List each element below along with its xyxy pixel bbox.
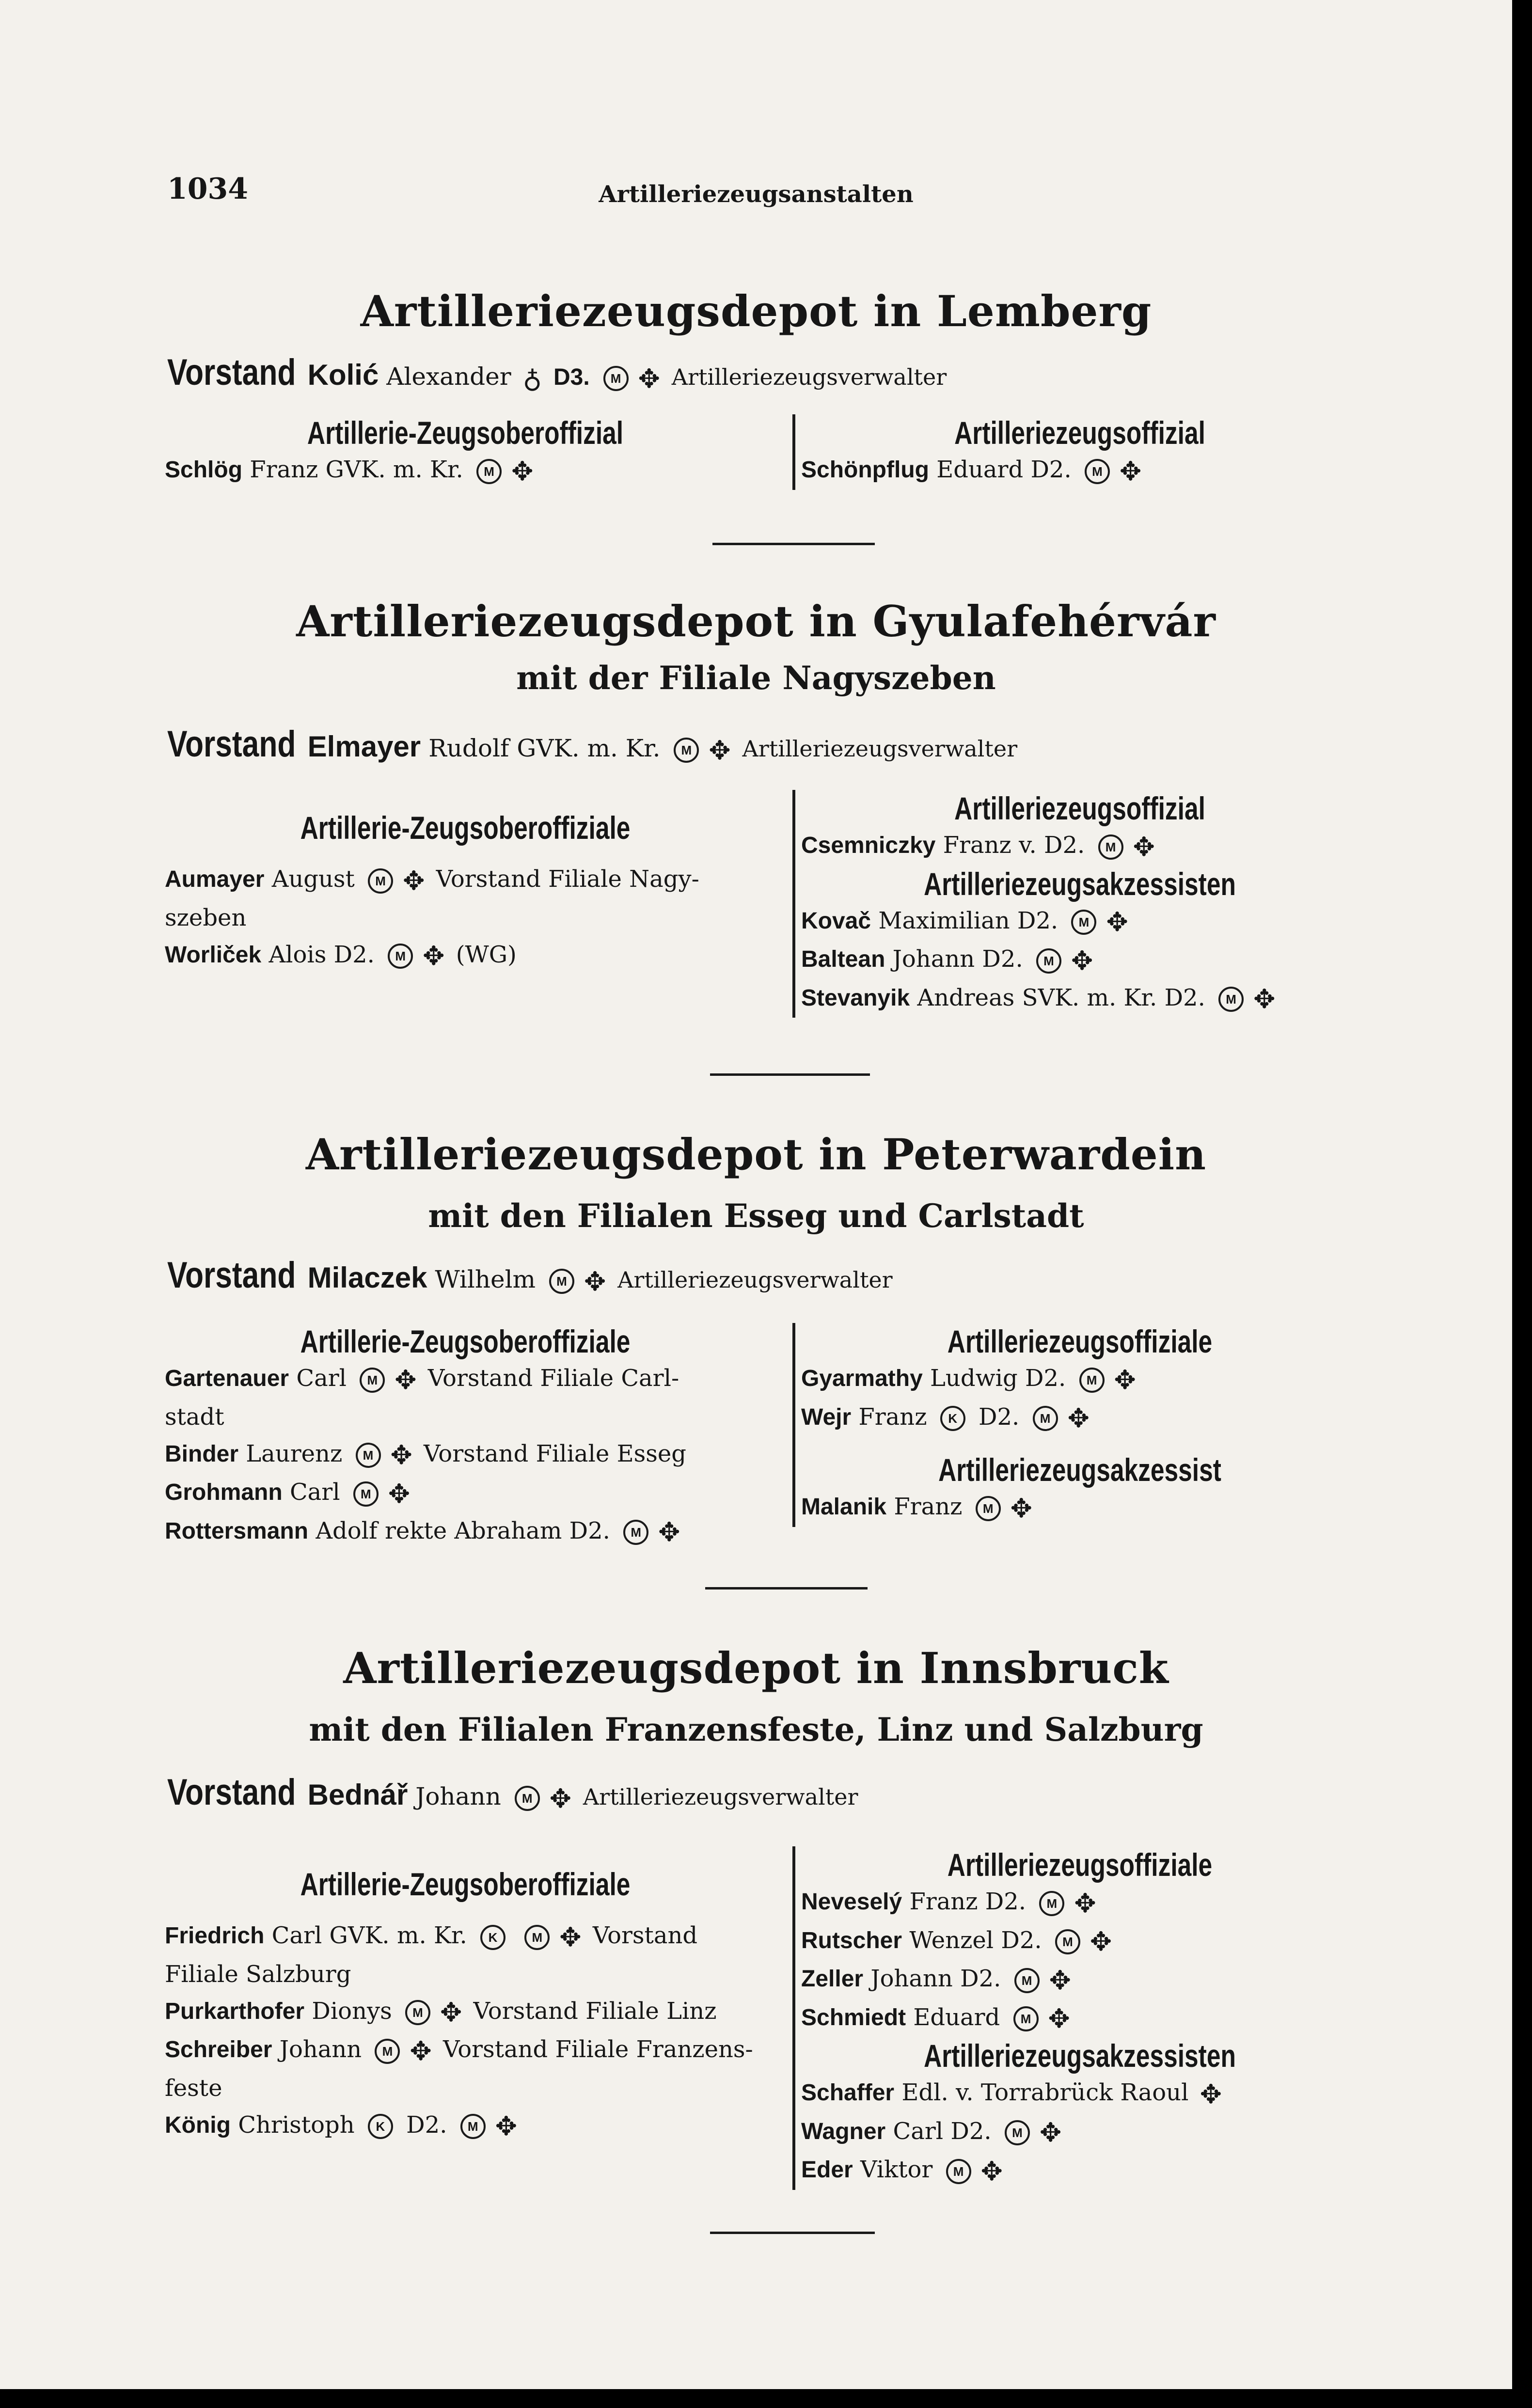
cross-icon: ✥ — [1106, 907, 1128, 937]
person-surname: Neveselý — [801, 1889, 902, 1915]
list-item — [165, 451, 766, 490]
person-role: Vorstand Filiale Linz — [473, 1997, 717, 2025]
column-heading: Artilleriezeugsoffizial — [954, 790, 1205, 826]
person-surname: Aumayer — [165, 866, 265, 892]
vorstand-label: Vorstand — [167, 1772, 296, 1813]
person-details: Johann — [279, 2036, 362, 2063]
order-m-icon: M — [1079, 1368, 1105, 1393]
list-item — [165, 1435, 766, 1474]
order-m-icon: M — [1033, 1406, 1058, 1431]
person-surname: Schmiedt — [801, 2004, 906, 2030]
list-item — [801, 1488, 1358, 1527]
column-heading: Artilleriezeugsoffiziale — [947, 1847, 1213, 1883]
person-surname: Friedrich — [165, 1923, 265, 1949]
person-role-cont: Filiale Salzburg — [165, 1960, 351, 1988]
vorstand-row — [167, 1771, 1464, 1814]
person-details: Franz — [894, 1493, 963, 1520]
order-m-icon: M — [524, 1925, 550, 1950]
cross-icon: ✥ — [1074, 1888, 1096, 1919]
person-surname: Schlög — [165, 457, 243, 483]
section-divider — [710, 1073, 870, 1076]
person-details: Wenzel D2. — [909, 1926, 1042, 1954]
list-item — [165, 1474, 766, 1512]
column-heading: Artilleriezeugsakzessisten — [924, 866, 1236, 902]
person-surname: Csemniczky — [801, 833, 936, 858]
person-surname: Kovač — [801, 908, 871, 934]
cross-icon: ✥ — [495, 2111, 517, 2141]
order-m-icon: M — [368, 868, 393, 894]
column-heading: Artilleriezeugsoffizial — [954, 415, 1205, 451]
list-item — [801, 979, 1358, 1018]
order-m-icon: M — [405, 2000, 430, 2025]
person-grade: D2. — [406, 2111, 447, 2139]
vorstand-role: Artilleriezeugsverwalter — [742, 736, 1018, 762]
person-surname: Rottersmann — [165, 1518, 309, 1544]
person-surname: König — [165, 2112, 231, 2138]
vorstand-name: Elmayer — [307, 730, 421, 763]
list-item — [165, 936, 766, 975]
cross-icon: ✥ — [388, 1478, 411, 1509]
list-item — [801, 451, 1358, 490]
vorstand-name: Milaczek — [307, 1261, 427, 1294]
page-number: 1034 — [167, 172, 248, 206]
left-column — [165, 1866, 766, 2145]
person-grade: D2. — [979, 1403, 1020, 1431]
vorstand-row — [167, 1254, 1464, 1297]
person-details: Laurenz — [246, 1440, 343, 1467]
person-surname: Gyarmathy — [801, 1366, 923, 1391]
cross-icon: ✥ — [1114, 1364, 1136, 1395]
vorstand-row — [167, 723, 1464, 766]
person-surname: Rutscher — [801, 1927, 902, 1953]
order-m-icon: M — [976, 1496, 1001, 1521]
person-details: Franz D2. — [909, 1888, 1027, 1915]
list-item — [165, 1512, 766, 1551]
person-details: Carl — [296, 1365, 347, 1392]
person-role: Vorstand — [592, 1922, 698, 1949]
vorstand-label: Vorstand — [167, 352, 296, 393]
section-subtitle: mit der Filiale Nagyszeben — [516, 659, 996, 697]
person-details: Andreas SVK. m. Kr. D2. — [917, 984, 1205, 1011]
person-role: Vorstand Filiale Carl- — [427, 1365, 679, 1392]
order-m-icon: M — [388, 944, 413, 969]
vorstand-first: Rudolf GVK. m. Kr. — [428, 734, 661, 762]
person-role: Vorstand Filiale Esseg — [424, 1440, 686, 1467]
person-surname: Binder — [165, 1441, 239, 1467]
person-surname: Gartenauer — [165, 1366, 289, 1391]
order-of-st-stephen-icon: ♁ — [522, 363, 542, 394]
vorstand-grade: D3. — [553, 364, 590, 390]
order-m-icon: M — [1005, 2120, 1030, 2145]
order-m-icon: M — [549, 1269, 574, 1294]
person-note: (WG) — [456, 941, 517, 968]
left-column — [165, 1323, 766, 1551]
person-surname: Malanik — [801, 1494, 887, 1520]
list-item — [165, 2031, 766, 2107]
person-surname: Zeller — [801, 1966, 864, 1992]
order-m-icon: M — [1013, 2006, 1039, 2031]
running-head: Artilleriezeugsanstalten — [599, 181, 914, 208]
list-item — [165, 2107, 766, 2145]
cross-icon: ✥ — [395, 1364, 417, 1395]
person-surname: Grohmann — [165, 1479, 283, 1505]
vorstand-first: Wilhelm — [435, 1265, 536, 1293]
order-m-icon: M — [603, 366, 629, 391]
cross-icon: ✥ — [511, 456, 534, 487]
vorstand-role: Artilleriezeugsverwalter — [617, 1267, 893, 1293]
person-details: Edl. v. Torrabrück Raoul — [901, 2079, 1189, 2106]
cross-icon: ✥ — [390, 1440, 412, 1470]
right-column — [792, 1846, 1358, 2190]
order-m-icon: M — [674, 738, 699, 763]
section-title: Artilleriezeugsdepot in Peterwardein — [305, 1129, 1207, 1180]
person-surname: Wejr — [801, 1404, 852, 1430]
order-m-icon: M — [1085, 459, 1110, 484]
vorstand-row — [167, 351, 1464, 394]
vorstand-role: Artilleriezeugsverwalter — [583, 1784, 858, 1810]
list-item — [801, 1960, 1358, 1999]
order-m-icon: M — [460, 2114, 486, 2139]
section-divider — [710, 2232, 875, 2234]
section-divider — [705, 1587, 868, 1590]
section-divider — [712, 543, 875, 545]
list-item — [801, 941, 1358, 979]
person-details: Christoph — [238, 2111, 355, 2139]
order-m-icon: M — [1071, 910, 1096, 935]
person-details: Johann D2. — [892, 945, 1023, 973]
cross-icon: ✥ — [1048, 2003, 1070, 2034]
person-surname: Stevanyik — [801, 985, 910, 1011]
cross-icon: ✥ — [549, 1783, 571, 1814]
cross-icon: ✥ — [1067, 1403, 1090, 1433]
person-role-cont: szeben — [165, 904, 247, 931]
order-k-icon: K — [368, 2114, 393, 2139]
person-details: Ludwig D2. — [930, 1365, 1066, 1392]
page-header — [0, 172, 1512, 225]
cross-icon: ✥ — [980, 2156, 1003, 2187]
person-role-cont: stadt — [165, 1403, 224, 1431]
person-details: Viktor — [860, 2156, 933, 2183]
person-role: Vorstand Filiale Nagy- — [436, 866, 699, 893]
order-m-icon: M — [1039, 1891, 1064, 1916]
order-m-icon: M — [375, 2039, 400, 2064]
person-surname: Worliček — [165, 942, 262, 968]
cross-icon: ✥ — [1071, 945, 1093, 976]
section-subtitle: mit den Filialen Esseg und Carlstadt — [428, 1197, 1084, 1235]
vorstand-label: Vorstand — [167, 1255, 296, 1296]
cross-icon: ✥ — [1133, 831, 1155, 862]
right-column — [792, 414, 1358, 490]
list-item — [801, 1999, 1358, 2038]
section-title: Artilleriezeugsdepot in Gyulafehérvár — [296, 596, 1216, 646]
list-item — [801, 1399, 1358, 1437]
cross-icon: ✥ — [584, 1266, 606, 1297]
person-role: Vorstand Filiale Franzens- — [442, 2036, 753, 2063]
left-column — [165, 809, 766, 975]
left-column — [165, 414, 766, 490]
order-m-icon: M — [1055, 1929, 1080, 1954]
list-item — [801, 2113, 1358, 2152]
vorstand-label: Vorstand — [167, 724, 296, 765]
column-heading: Artilleriezeugsoffiziale — [947, 1323, 1213, 1359]
cross-icon: ✥ — [1090, 1926, 1112, 1957]
order-m-icon: M — [515, 1786, 540, 1811]
vorstand-first: Johann — [415, 1782, 501, 1810]
list-item — [801, 1883, 1358, 1922]
list-item — [801, 827, 1358, 866]
order-m-icon: M — [360, 1368, 385, 1393]
cross-icon: ✥ — [1120, 456, 1142, 487]
person-details: Eduard — [913, 2003, 1000, 2031]
column-heading: Artillerie-Zeugsoberoffiziale — [300, 1323, 631, 1359]
right-column — [792, 790, 1358, 1018]
cross-icon: ✥ — [638, 363, 660, 394]
cross-icon: ✥ — [658, 1517, 680, 1547]
person-details: Johann D2. — [870, 1965, 1001, 1992]
person-surname: Baltean — [801, 946, 885, 972]
person-details: Franz — [858, 1403, 927, 1431]
list-item — [801, 2074, 1358, 2113]
person-surname: Schaffer — [801, 2080, 895, 2106]
person-details: Franz v. D2. — [943, 832, 1085, 859]
order-m-icon: M — [1098, 834, 1123, 860]
column-heading: Artilleriezeugsakzessisten — [924, 2038, 1236, 2074]
order-m-icon: M — [1014, 1968, 1040, 1993]
person-surname: Purkarthofer — [165, 1998, 305, 2024]
list-item — [801, 902, 1358, 941]
person-role-cont: feste — [165, 2074, 222, 2102]
person-surname: Schönpflug — [801, 457, 929, 483]
list-item — [801, 1360, 1358, 1399]
cross-icon: ✥ — [1253, 984, 1276, 1014]
list-item — [801, 1922, 1358, 1961]
cross-icon: ✥ — [410, 2035, 432, 2066]
column-heading: Artillerie-Zeugsoberoffiziale — [300, 810, 631, 846]
column-heading: Artillerie-Zeugsoberoffizial — [307, 415, 624, 451]
list-item — [801, 2151, 1358, 2190]
person-surname: Eder — [801, 2157, 853, 2183]
person-details: Carl GVK. m. Kr. — [271, 1922, 467, 1949]
vorstand-first: Alexander — [386, 362, 511, 391]
person-surname: Wagner — [801, 2118, 886, 2144]
order-k-icon: K — [480, 1925, 505, 1950]
right-column — [792, 1323, 1358, 1527]
person-surname: Schreiber — [165, 2037, 272, 2062]
person-details: Carl D2. — [893, 2117, 992, 2145]
cross-icon: ✥ — [403, 865, 425, 896]
order-k-icon: K — [940, 1406, 965, 1431]
person-details: Adolf rekte Abraham D2. — [316, 1517, 610, 1544]
order-m-icon: M — [623, 1520, 648, 1545]
person-details: Carl — [289, 1479, 340, 1506]
vorstand-role: Artilleriezeugsverwalter — [671, 364, 947, 390]
list-item — [165, 1917, 766, 1993]
section-subtitle: mit den Filialen Franzensfeste, Linz und Salzburg — [309, 1711, 1203, 1748]
vorstand-name: Bednář — [307, 1778, 408, 1811]
list-item — [165, 1993, 766, 2031]
cross-icon: ✥ — [1010, 1493, 1032, 1524]
cross-icon: ✥ — [1200, 2078, 1222, 2109]
column-heading: Artilleriezeugsakzessist — [938, 1452, 1221, 1488]
person-details: Dionys — [312, 1997, 392, 2025]
cross-icon: ✥ — [709, 735, 731, 766]
vorstand-name: Kolić — [307, 359, 379, 391]
order-m-icon: M — [946, 2159, 971, 2184]
list-item — [165, 861, 766, 936]
order-m-icon: M — [353, 1481, 379, 1507]
section-title: Artilleriezeugsdepot in Lemberg — [360, 286, 1152, 336]
person-details: Maximilian D2. — [878, 907, 1058, 934]
order-m-icon: M — [1036, 948, 1061, 974]
order-m-icon: M — [356, 1443, 381, 1468]
cross-icon: ✥ — [1039, 2117, 1062, 2148]
section-title: Artilleriezeugsdepot in Innsbruck — [343, 1643, 1169, 1693]
person-details: August — [271, 866, 355, 893]
cross-icon: ✥ — [559, 1921, 582, 1952]
order-m-icon: M — [476, 459, 502, 484]
person-details: Eduard D2. — [936, 456, 1072, 483]
column-heading: Artillerie-Zeugsoberoffiziale — [300, 1866, 631, 1902]
list-item — [165, 1360, 766, 1435]
person-details: Franz GVK. m. Kr. — [250, 456, 463, 483]
cross-icon: ✥ — [440, 1997, 462, 2028]
person-details: Alois D2. — [268, 941, 375, 968]
cross-icon: ✥ — [1049, 1965, 1071, 1996]
order-m-icon: M — [1218, 987, 1244, 1012]
cross-icon: ✥ — [423, 941, 445, 971]
